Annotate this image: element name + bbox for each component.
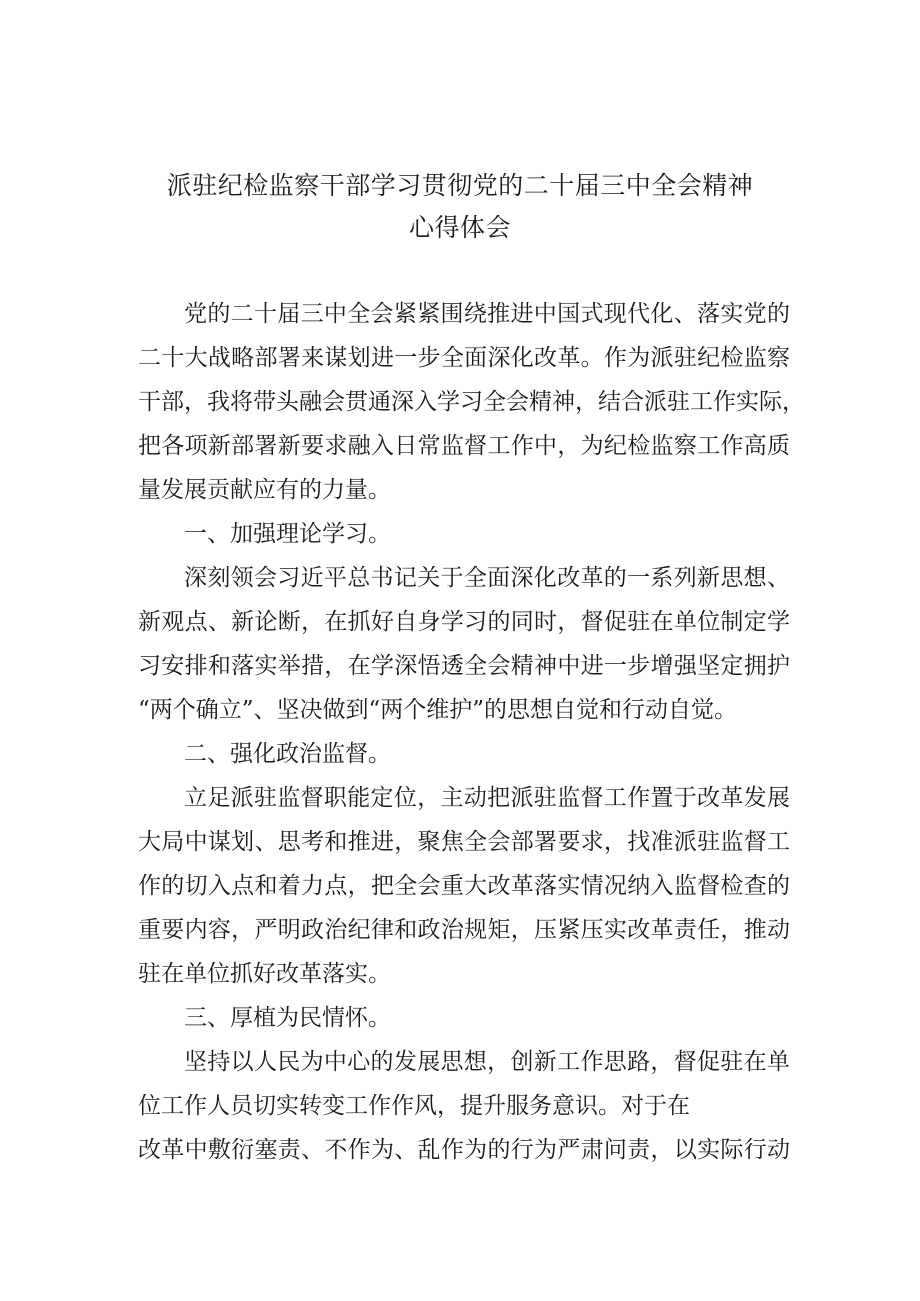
section-heading: 一、加强理论学习。 xyxy=(184,521,391,547)
paragraph-line: 二十大战略部署来谋划进一步全面深化改革。作为派驻纪检监察 xyxy=(138,345,790,371)
paragraph-line: 新观点、新论断，在抓好自身学习的同时，督促驻在单位制定学 xyxy=(138,609,790,635)
document-title-line-1: 派驻纪检监察干部学习贯彻党的二十届三中全会精神 xyxy=(166,171,754,200)
paragraph-line: 立足派驻监督职能定位，主动把派驻监督工作置于改革发展 xyxy=(184,785,790,811)
section-heading: 二、强化政治监督。 xyxy=(184,741,391,767)
paragraph-line: 深刻领会习近平总书记关于全面深化改革的一系列新思想、 xyxy=(184,565,790,591)
paragraph-line: 量发展贡献应有的力量。 xyxy=(138,477,391,503)
paragraph-line: 驻在单位抓好改革落实。 xyxy=(138,961,391,987)
paragraph-line: 位工作人员切实转变工作作风，提升服务意识。对于在 xyxy=(138,1093,690,1119)
paragraph-line: 作的切入点和着力点，把全会重大改革落实情况纳入监督检查的 xyxy=(138,873,790,899)
paragraph-line: “两个确立”、坚决做到“两个维护”的思想自觉和行动自觉。 xyxy=(138,697,738,723)
paragraph-line: 习安排和落实举措，在学深悟透全会精神中进一步增强坚定拥护 xyxy=(138,653,790,679)
paragraph-line: 把各项新部署新要求融入日常监督工作中，为纪检监察工作高质 xyxy=(138,433,790,459)
paragraph-line: 重要内容，严明政治纪律和政治规矩，压紧压实改革责任，推动 xyxy=(138,917,790,943)
paragraph-line: 大局中谋划、思考和推进，聚焦全会部署要求，找准派驻监督工 xyxy=(138,829,790,855)
document-title-line-2: 心得体会 xyxy=(408,213,511,242)
paragraph-line: 干部，我将带头融会贯通深入学习全会精神，结合派驻工作实际， xyxy=(138,389,805,415)
section-heading: 三、厚植为民情怀。 xyxy=(184,1005,391,1031)
paragraph-line: 党的二十届三中全会紧紧围绕推进中国式现代化、落实党的 xyxy=(184,301,790,327)
paragraph-line: 改革中敷衍塞责、不作为、乱作为的行为严肃问责，以实际行动 xyxy=(138,1137,790,1163)
paragraph-line: 坚持以人民为中心的发展思想，创新工作思路，督促驻在单 xyxy=(184,1049,790,1075)
